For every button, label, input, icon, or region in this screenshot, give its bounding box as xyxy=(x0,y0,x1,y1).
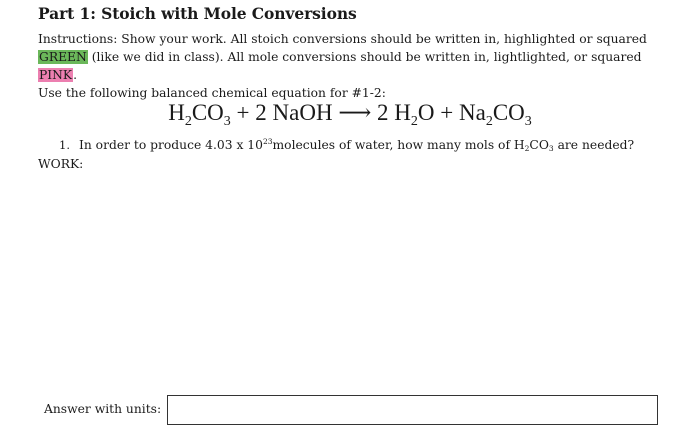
eq-subscript: 2 xyxy=(485,114,493,129)
answer-label: Answer with units: xyxy=(44,402,162,416)
instructions-text-1: Instructions: Show your work. All stoich conversions should be written in, highlighted or squared xyxy=(38,32,647,46)
equation-intro: Use the following balanced chemical equation for #1-2: xyxy=(38,86,386,100)
eq-text: CO xyxy=(492,100,525,125)
instructions-paragraph xyxy=(38,30,668,84)
question-subscript: 2 xyxy=(524,144,530,153)
question-subscript: 3 xyxy=(548,144,554,153)
question-1 xyxy=(59,138,634,152)
question-text: molecules of water, how many mols of H xyxy=(272,138,525,152)
eq-text: O + Na xyxy=(417,100,486,125)
eq-text: + 2 NaOH xyxy=(230,100,339,125)
eq-text: CO xyxy=(191,100,224,125)
answer-input-box[interactable] xyxy=(167,395,658,425)
eq-subscript: 3 xyxy=(524,114,532,129)
eq-text: 2 H xyxy=(371,100,411,125)
question-text: In order to produce 4.03 x 10 xyxy=(78,138,263,152)
question-text: are needed? xyxy=(553,138,635,152)
eq-subscript: 3 xyxy=(223,114,231,129)
work-label: WORK: xyxy=(38,157,84,171)
eq-subscript: 2 xyxy=(184,114,192,129)
instructions-text-3: . xyxy=(73,68,77,82)
reaction-arrow: ⟶ xyxy=(338,100,372,125)
question-number: 1. xyxy=(59,138,70,152)
question-text: CO xyxy=(529,138,549,152)
pink-highlight: PINK xyxy=(39,68,73,82)
instructions-text-2: (like we did in class). All mole conversions should be written in, lightlighted, or squared xyxy=(87,50,642,64)
chemical-equation xyxy=(0,100,700,129)
page-title: Part 1: Stoich with Mole Conversions xyxy=(38,4,357,23)
eq-text: H xyxy=(168,100,185,125)
green-highlight: GREEN xyxy=(39,50,87,64)
question-exponent: 23 xyxy=(262,137,273,146)
eq-subscript: 2 xyxy=(410,114,418,129)
